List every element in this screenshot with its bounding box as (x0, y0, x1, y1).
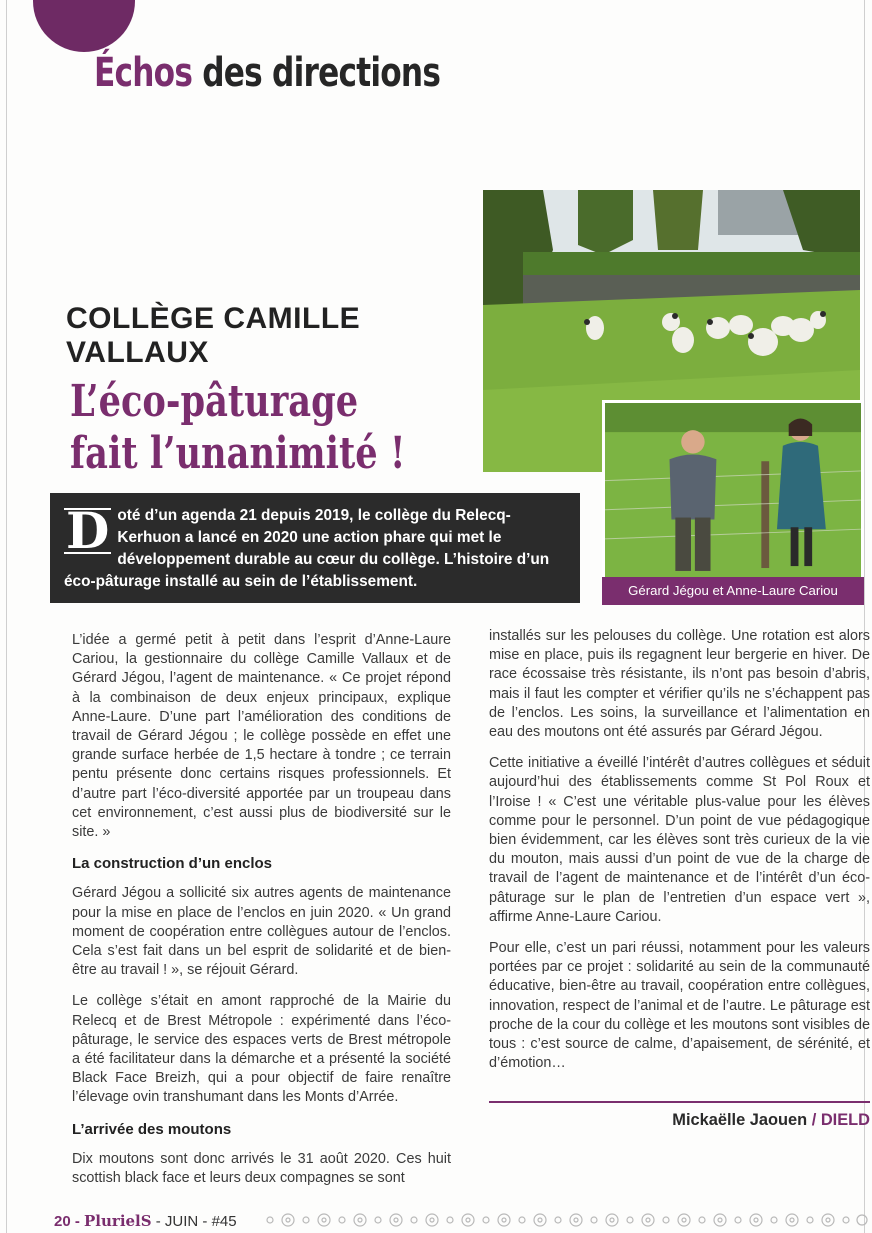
paragraph: Gérard Jégou a sollicité six autres agents de maintenance pour la mise en place de l’enclos en juin 2020. « Un grand moment de coopération entre collègues autour de l’enclos. Cela s’est fait dans un bel esprit de solidarité et de bien-être au travail ! », se réjouit Gérard. (72, 885, 451, 979)
subheading-moutons: L’arrivée des moutons (72, 1120, 232, 1138)
photo-caption: Gérard Jégou et Anne-Laure Cariou (602, 577, 864, 605)
author-name: Mickaëlle Jaouen (672, 1111, 808, 1129)
page-footer (54, 1212, 237, 1230)
section-title-rest: des directions (192, 50, 441, 96)
section-title (94, 50, 440, 96)
staff-portrait-photo (602, 400, 864, 605)
article-headline (70, 376, 405, 480)
article-column-right (489, 627, 870, 1085)
headline-line-2: fait l’unanimité ! (70, 428, 406, 479)
intro-box (50, 493, 580, 603)
author-credit (489, 1111, 870, 1130)
paragraph: installés sur les pelouses du collège. Une rotation est alors mise en place, puis ils regagnent leur bergerie en hiver. De race écossaise très résistante, ils n’ont pas besoin d’abris, mais il faut les compter et vérifier qu’ils ne s’échappent pas de l’enclos. Les soins, la surveillance et l’alimentation en eau des moutons ont été assurés par Gérard Jégou. (489, 628, 870, 741)
author-org: DIELD (820, 1111, 870, 1129)
section-decor-shape (33, 0, 135, 52)
intro-text: oté d’un agenda 21 depuis 2019, le collège du Relecq-Kerhuon a lancé en 2020 une action phare qui met le développement durable au cœur du collège. L’histoire d’un éco-pâturage installé au sein de l’établissement. (64, 507, 550, 590)
footer-dot-pattern (262, 1209, 868, 1231)
paragraph: Dix moutons sont donc arrivés le 31 août 2020. Ces huit scottish black face et leurs deux compagnes se sont (72, 1150, 451, 1187)
footer-dash: - (70, 1213, 85, 1230)
intro-dropcap: D (66, 501, 110, 560)
page-edge-left (6, 0, 7, 1233)
paragraph: Cette initiative a éveillé l’intérêt d’autres collègues et séduit aujourd’hui des établissements comme St Pol Roux et l’Iroise ! « C’est une véritable plus-value pour les élèves comme pour le personnel. D’un point de vue pédagogique bien évidemment, car les élèves sont très curieux de la vie du mouton, mais aussi d’un point de vue de la charge de travail de l’agent de maintenance et de l’intérêt d’un éco-pâturage sur le plan de l’entretien d’un espace vert », affirme Anne-Laure Cariou. (489, 755, 870, 925)
headline-line-1: L’éco-pâturage (70, 376, 359, 427)
subheading-enclos: La construction d’un enclos (72, 855, 273, 873)
paragraph: Le collège s’était en amont rapproché de la Mairie du Relecq et de Brest Métropole : expérimenté dans l’éco-pâturage, le service des espaces verts de Brest métropole a été facilitateur dans la démarche et a présenté la société Black Face Breizh, qui a pour objectif de faire renaître l’élevage ovin transhumant dans les Monts d’Arrée. (72, 993, 451, 1106)
author-divider (489, 1101, 870, 1103)
paragraph: L’idée a germé petit à petit dans l’esprit d’Anne-Laure Cariou, la gestionnaire du collège Camille Vallaux et de Gérard Jégou, l’agent de maintenance. « Ce projet répond à la combinaison de deux enjeux principaux, explique Anne-Laure. D’une part l’amélioration des conditions de travail de Gérard Jégou ; le collège possède en effet une grande surface herbée de 1,5 hectare à tondre ; ce terrain pentu présente donc certains risques professionnels. Et d’autre part l’éco-diversité apportée par un troupeau dans cet environnement, c’est aussi plus de biodiversité sur le site. » (72, 632, 451, 841)
article-column-left (72, 631, 451, 1200)
page-number: 20 (54, 1213, 71, 1230)
author-separator: / (807, 1111, 821, 1129)
paragraph: Pour elle, c’est un pari réussi, notamment pour les valeurs portées par ce projet : solidarité au sein de la communauté éducative, bien-être au travail, coopération entre collègues, innovation, respect de l’animal et de l’autre. Le pâturage est proche de la cour du collège et les moutons sont visibles de tous : c’est source de calme, d’apaisement, de sérénité, et d’émotion… (489, 940, 870, 1072)
college-name: COLLÈGE CAMILLE VALLAUX (66, 302, 361, 369)
magazine-name: PlurielS (84, 1212, 152, 1230)
section-title-accent: Échos (94, 50, 193, 96)
issue-info: - JUIN - #45 (151, 1213, 237, 1230)
